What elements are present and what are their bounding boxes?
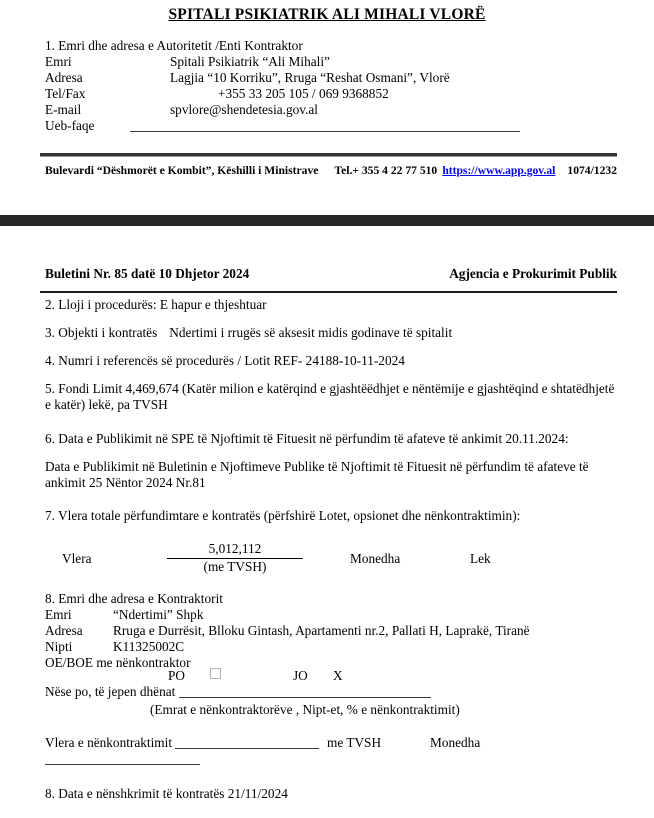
item-limit-fund: 5. Fondi Limit 4,469,674 (Katër milion e katërqind e gjashtëëdhjet e nëntëmije e gjashtëqind e shtatëdhjetë e katër) lekë, pa TVSH <box>45 381 615 412</box>
contractor-nipt-label: Nipti <box>45 639 73 654</box>
footer-address: Bulevardi “Dëshmorët e Kombit”, Këshilli i Ministrave <box>45 164 319 177</box>
item-bulletin-publication-date: Data e Publikimit në Buletinin e Njoftimeve Publike të Njoftimit të Fituesit në përfundim të afateve të ankimit 25 Nëntor 2024 Nr.81 <box>45 459 589 490</box>
page-separator-bar <box>0 215 654 226</box>
agency-name: Agjencia e Prokurimit Publik <box>449 266 617 281</box>
authority-address-value: Lagjia “10 Korriku”, Rruga “Reshat Osmani”, Vlorë <box>170 70 450 85</box>
section1-heading-text: 1. Emri dhe adresa e Autoritetit /Enti Kontraktor <box>45 38 303 53</box>
section8-heading <box>45 591 623 607</box>
po-label: PO <box>168 668 185 683</box>
authority-email-value: spvlore@shendetesia.gov.al <box>170 102 319 117</box>
contractor-name-row <box>45 607 623 623</box>
section8-heading-text: 8. Emri dhe adresa e Kontraktorit <box>45 591 223 606</box>
jo-selected-mark: X <box>333 668 343 683</box>
item-contract-object <box>45 325 623 341</box>
item-procedure-type: 2. Lloji i procedurës: E hapur e thjeshtuar <box>45 297 267 312</box>
section-contractor <box>45 591 623 671</box>
subcontract-vat-label: me TVSH <box>327 735 382 750</box>
authority-name-value: Spitali Psikiatrik “Ali Mihali” <box>170 54 330 69</box>
authority-name-row <box>45 54 620 70</box>
contractor-address-row <box>45 623 623 639</box>
document-title: SPITALI PSIKIATRIK ALI MIHALI VLORË <box>168 6 486 23</box>
contractor-name-value: “Ndertimi” Shpk <box>113 607 204 622</box>
website-blank-line <box>130 118 520 132</box>
currency-label: Monedha <box>350 551 401 566</box>
bulletin-number-date: Buletini Nr. 85 datë 10 Dhjetor 2024 <box>45 266 250 281</box>
if-yes-blank-line <box>179 684 431 698</box>
item-reference-number: 4. Numri i referencës së procedurës / Lotit REF- 24188-10-11-2024 <box>45 353 405 368</box>
po-checkbox <box>210 668 221 679</box>
section1-heading <box>45 38 620 54</box>
po-jo-row <box>45 668 620 684</box>
footer-page-reference: 1074/1232 <box>567 164 617 177</box>
authority-address-label: Adresa <box>45 70 83 85</box>
contractor-nipt-value: K11325002C <box>113 639 185 654</box>
subcontractor-line-text: OE/BOE me nënkontraktor <box>45 655 191 670</box>
contractor-nipt-row <box>45 639 623 655</box>
footer-telephone: Tel.+ 355 4 22 77 510 <box>334 164 438 177</box>
if-yes-row <box>45 684 620 700</box>
currency-value: Lek <box>470 551 491 566</box>
authority-address-row <box>45 70 620 86</box>
bulletin-header <box>45 266 617 282</box>
trailing-blank-line <box>45 752 200 765</box>
authority-email-label: E-mail <box>45 102 82 117</box>
subcontract-value-label: Vlera e nënkontraktimit <box>45 735 173 750</box>
section-contracting-authority <box>45 38 620 134</box>
authority-telfax-row <box>45 86 620 102</box>
value-amount: 5,012,112 <box>167 541 303 559</box>
subcontractor-note: (Emrat e nënkontraktorëve , Nipt-et, % e nënkontraktimit) <box>150 702 460 717</box>
authority-website-label: Ueb-faqe <box>45 118 95 133</box>
value-label: Vlera <box>62 551 92 566</box>
contractor-name-label: Emri <box>45 607 72 622</box>
item-total-contract-value: 7. Vlera totale përfundimtare e kontratës (përfshirë Lotet, opsionet dhe nënkontraktimin): <box>45 508 521 523</box>
subcontract-value-blank-line <box>175 735 319 749</box>
contract-object-label: 3. Objekti i kontratës <box>45 325 158 340</box>
page1-footer <box>45 163 617 179</box>
contractor-address-value: Rruga e Durrësit, Blloku Gintash, Apartamenti nr.2, Pallati H, Laprakë, Tiranë <box>113 623 530 638</box>
bulletin-header-rule <box>40 291 617 293</box>
value-vat-note: (me TVSH) <box>203 559 267 574</box>
authority-website-row <box>45 118 620 134</box>
subcontract-value-row <box>45 735 620 751</box>
contract-object-value: Ndertimi i rrugës së aksesit midis godinave të spitalit <box>169 325 453 340</box>
authority-email-row <box>45 102 620 118</box>
value-amount-block <box>167 541 303 575</box>
contractor-address-label: Adresa <box>45 623 83 638</box>
item-contract-signing-date: 8. Data e nënshkrimit të kontratës 21/11/2024 <box>45 786 288 801</box>
if-yes-label: Nëse po, të jepen dhënat <box>45 684 176 699</box>
authority-telfax-value: +355 33 205 105 / 069 9368852 <box>218 86 389 101</box>
contract-value-row <box>45 541 620 585</box>
authority-name-label: Emri <box>45 54 72 69</box>
page1-footer-rule <box>40 153 617 157</box>
jo-label: JO <box>293 668 308 683</box>
authority-telfax-label: Tel/Fax <box>45 86 86 101</box>
item-spe-publication-date: 6. Data e Publikimit në SPE të Njoftimit të Fituesit në përfundim të afateve të ankimit 20.11.2024: <box>45 431 569 446</box>
footer-app-gov-link[interactable]: https://www.app.gov.al <box>442 164 556 177</box>
subcontract-currency-label: Monedha <box>430 735 481 750</box>
